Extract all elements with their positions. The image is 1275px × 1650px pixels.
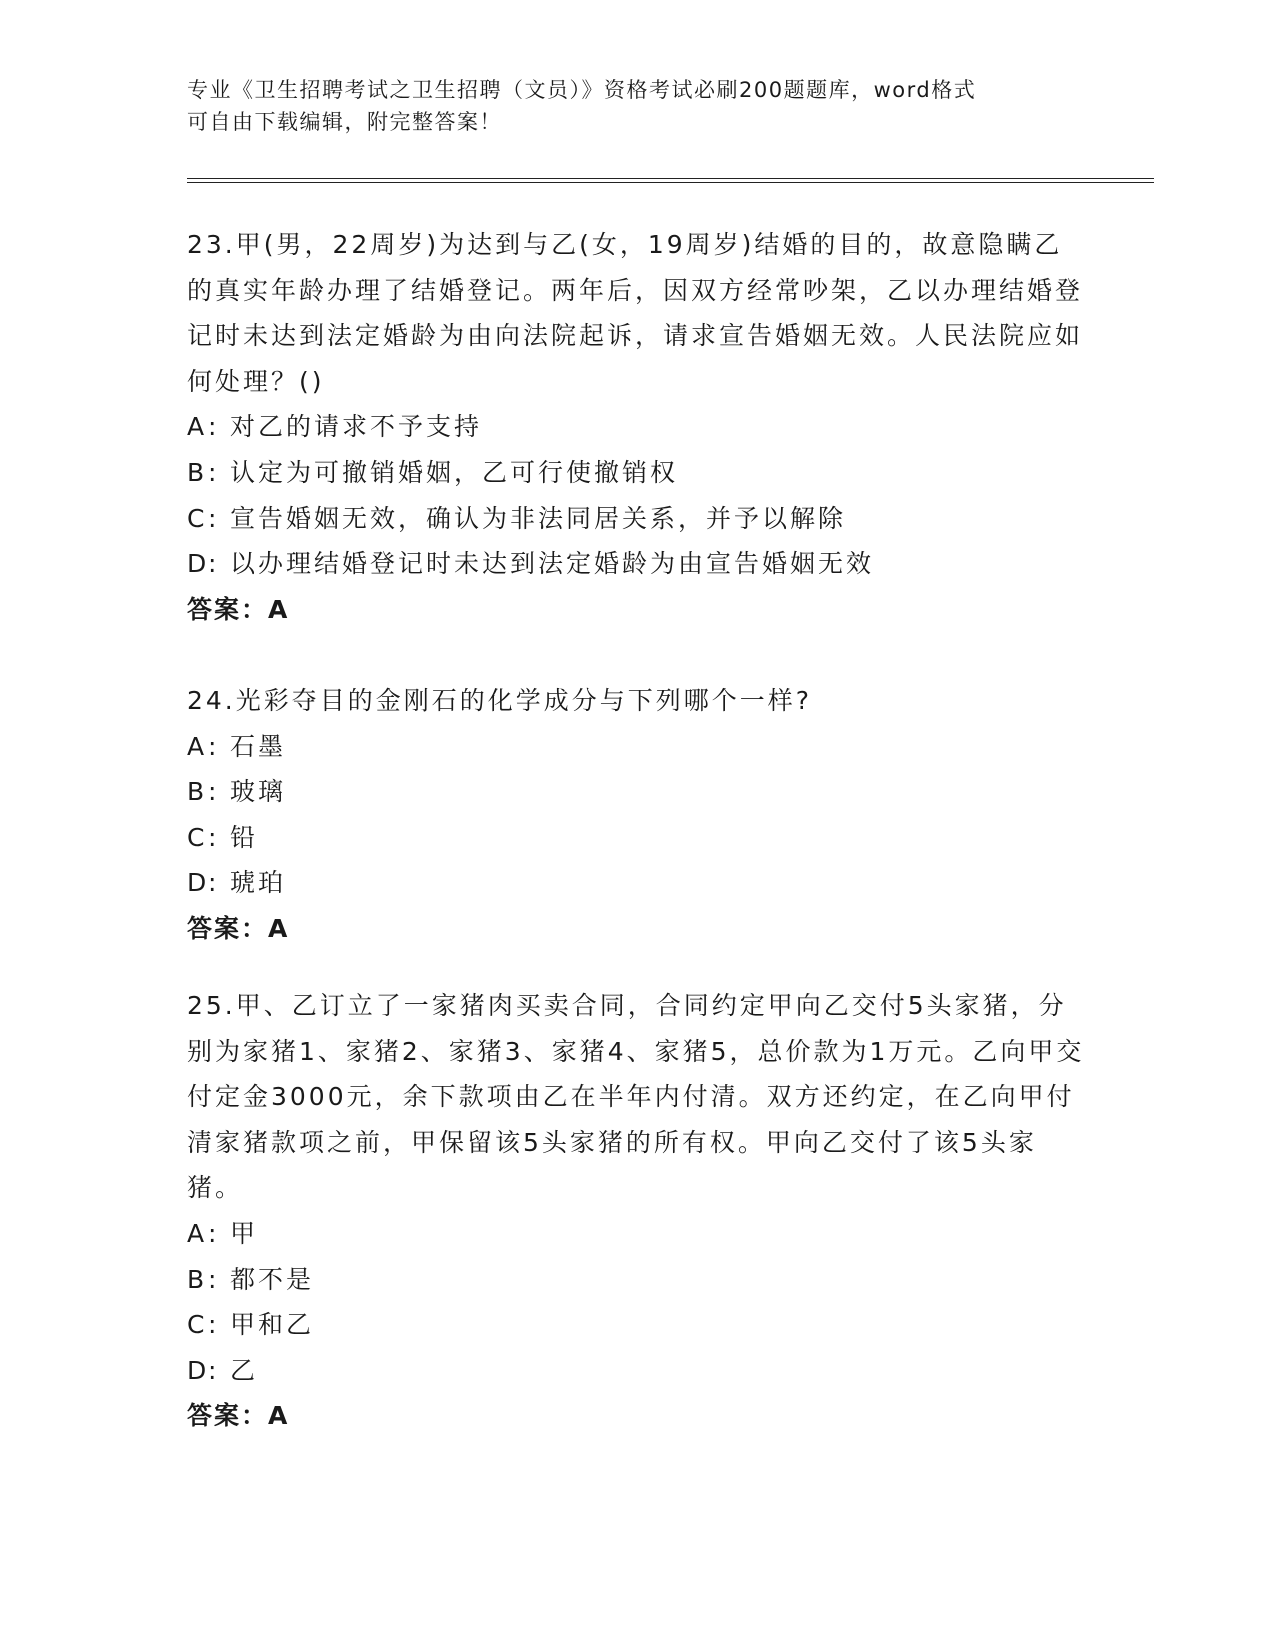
question-stem: 24.光彩夺目的金刚石的化学成分与下列哪个一样? bbox=[187, 686, 813, 715]
option-letter: A bbox=[187, 731, 208, 761]
header-line-1: 专业《卫生招聘考试之卫生招聘（文员）》资格考试必刷200题题库，word格式 bbox=[187, 78, 977, 102]
option-c bbox=[187, 496, 1087, 542]
question-stem: 23.甲(男，22周岁)为达到与乙(女，19周岁)结婚的目的，故意隐瞒乙的真实年龄办理了结婚登记。两年后，因双方经常吵架，乙以办理结婚登记时未达到法定婚龄为由向法院起诉，请求宣告婚姻无效。人民法院应如何处理？() bbox=[187, 230, 1084, 396]
header-line-2: 可自由下载编辑，附完整答案！ bbox=[187, 110, 502, 134]
option-text: 乙 bbox=[230, 1355, 259, 1385]
option-d bbox=[187, 1348, 1087, 1394]
option-d bbox=[187, 860, 1087, 906]
option-text: 铅 bbox=[230, 822, 259, 852]
option-letter: B bbox=[187, 1264, 208, 1294]
option-a bbox=[187, 1211, 1087, 1257]
option-letter: D bbox=[187, 868, 210, 898]
option-colon: : bbox=[208, 1264, 220, 1294]
option-letter: D bbox=[187, 1355, 210, 1385]
option-text: 以办理结婚登记时未达到法定婚龄为由宣告婚姻无效 bbox=[230, 549, 875, 579]
option-text: 石墨 bbox=[230, 731, 287, 761]
option-letter: C bbox=[187, 1310, 208, 1340]
option-colon: : bbox=[208, 1218, 220, 1248]
option-colon: : bbox=[208, 822, 220, 852]
option-text: 对乙的请求不予支持 bbox=[230, 412, 483, 442]
option-letter: C bbox=[187, 503, 208, 533]
question-stem: 25.甲、乙订立了一家猪肉买卖合同，合同约定甲向乙交付5头家猪，分别为家猪1、家猪2、家猪3、家猪4、家猪5，总价款为1万元。乙向甲交付定金3000元，余下款项由乙在半年内付清。双方还约定，在乙向甲付清家猪款项之前，甲保留该5头家猪的所有权。甲向乙交付了该5头家猪。 bbox=[187, 991, 1085, 1203]
option-letter: D bbox=[187, 549, 210, 579]
option-colon: : bbox=[208, 549, 220, 579]
answer-line: 答案：A bbox=[187, 913, 290, 943]
option-b bbox=[187, 450, 1087, 496]
option-colon: : bbox=[208, 1355, 220, 1385]
header-double-rule bbox=[187, 178, 1154, 183]
page-header bbox=[187, 74, 1087, 138]
option-colon: : bbox=[208, 731, 220, 761]
option-text: 琥珀 bbox=[230, 868, 287, 898]
option-colon: : bbox=[208, 777, 220, 807]
answer-line: 答案：A bbox=[187, 1401, 290, 1431]
option-text: 玻璃 bbox=[230, 777, 287, 807]
option-colon: : bbox=[208, 412, 220, 442]
option-letter: B bbox=[187, 777, 208, 807]
option-b bbox=[187, 1257, 1087, 1303]
option-text: 甲和乙 bbox=[230, 1310, 315, 1340]
option-letter: B bbox=[187, 457, 208, 487]
question-24 bbox=[187, 678, 1087, 952]
question-25 bbox=[187, 983, 1087, 1439]
option-c bbox=[187, 1302, 1087, 1348]
option-c bbox=[187, 815, 1087, 861]
option-letter: C bbox=[187, 822, 208, 852]
option-text: 甲 bbox=[230, 1218, 259, 1248]
option-colon: : bbox=[208, 503, 220, 533]
option-text: 认定为可撤销婚姻，乙可行使撤销权 bbox=[230, 457, 679, 487]
option-d bbox=[187, 541, 1087, 587]
question-23 bbox=[187, 222, 1087, 632]
option-colon: : bbox=[208, 1310, 220, 1340]
option-letter: A bbox=[187, 412, 208, 442]
option-a bbox=[187, 404, 1087, 450]
option-letter: A bbox=[187, 1218, 208, 1248]
option-colon: : bbox=[208, 868, 220, 898]
option-text: 都不是 bbox=[230, 1264, 315, 1294]
option-b bbox=[187, 769, 1087, 815]
option-colon: : bbox=[208, 457, 220, 487]
option-text: 宣告婚姻无效，确认为非法同居关系，并予以解除 bbox=[230, 503, 847, 533]
answer-line: 答案：A bbox=[187, 594, 290, 624]
option-a bbox=[187, 724, 1087, 770]
